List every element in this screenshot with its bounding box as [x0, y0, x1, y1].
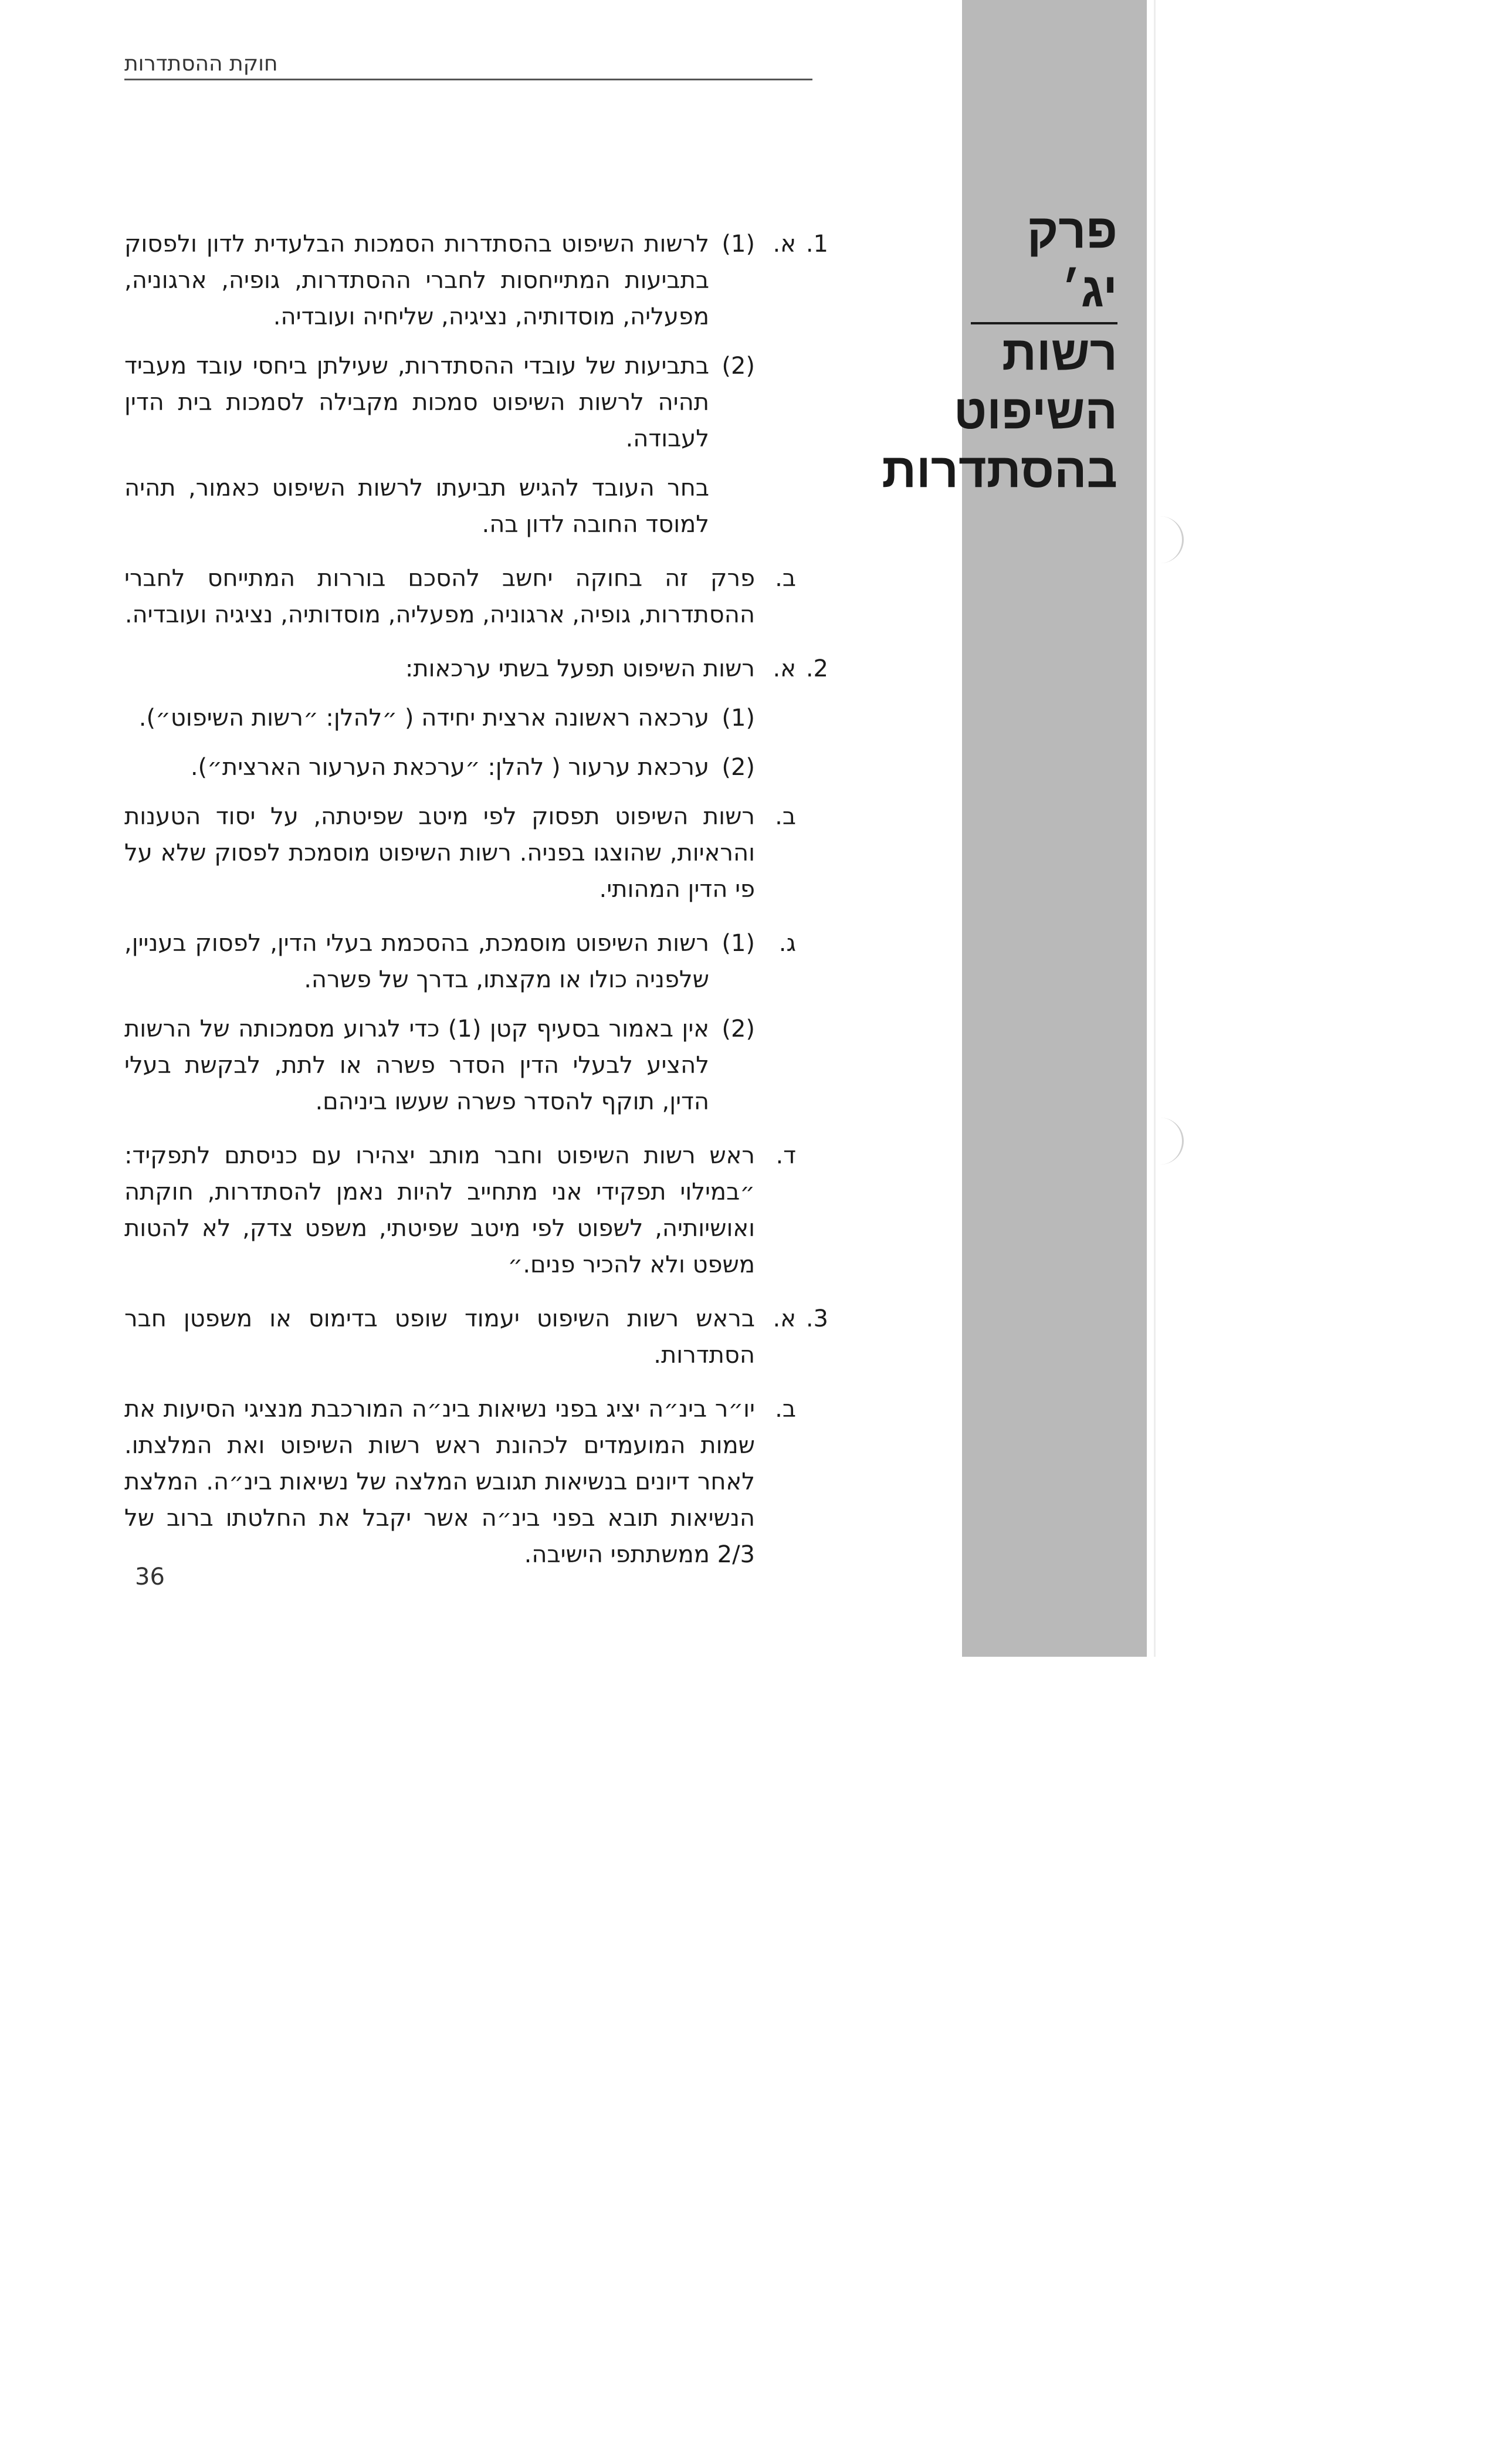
subclause-number: (1) [722, 705, 755, 732]
clause [124, 749, 828, 786]
sidebar-divider [1154, 0, 1156, 1657]
clause-text: בראש רשות השיפוט יעמוד שופט בדימוס או משפטן חבר הסתדרות. [124, 1305, 755, 1369]
clause [124, 1391, 828, 1573]
clause-text: לרשות השיפוט בהסתדרות הסמכות הבלעדית לדון ולפסוק בתביעות המתייחסות לחברי ההסתדרות, גופיה, ארגוניה, מפעליה, מוסדותיה, נציגיה, שליחיה ועובדיה. [124, 231, 709, 330]
clause [124, 925, 828, 998]
clause [124, 348, 828, 457]
clause-letter: א. [773, 1305, 796, 1332]
clause-letter: א. [773, 655, 796, 682]
clause-letter: ב. [775, 1396, 796, 1423]
page-number: 36 [135, 1563, 165, 1590]
chapter-name-line: השיפוט [953, 385, 1117, 439]
chapter-number: פרק יג׳ [971, 202, 1117, 324]
clause-text: אין באמור בסעיף קטן (1) כדי לגרוע מסמכותה של הרשות להציע לבעלי הדין הסדר פשרה או לתת, לבקשת בעלי הדין, תוקף להסדר פשרה שעשו ביניהם. [124, 1016, 709, 1115]
clause-text: יו״ר בינ״ה יציג בפני נשיאות בינ״ה המורכבת מנציגי הסיעות את שמות המועמדים לכהונת ראש רשות השיפוט ואת המלצתו. לאחר דיונים בנשיאות תגובש המלצה של נשיאות בינ״ה. המלצת הנשיאות תובא בפני בינ״ה אשר יקבל את החלטתו ברוב של 2/3 ממשתתפי הישיבה. [124, 1396, 755, 1568]
law-text [124, 226, 828, 1573]
clause [124, 651, 828, 687]
clause-letter: ב. [775, 803, 796, 830]
section-number: 2. [805, 655, 828, 682]
clause-text: בתביעות של עובדי ההסתדרות, שעילתן ביחסי עובד מעביד תהיה לרשות השיפוט סמכות מקבילה לסמכות בית הדין לעבודה. [124, 353, 709, 452]
clause [124, 1301, 828, 1373]
clause-text: ערכאת ערעור ( להלן: ״ערכאת הערעור הארצית״). [190, 754, 709, 781]
punch-hole-mark [1159, 516, 1184, 563]
section-number: 3. [805, 1305, 828, 1332]
clause-text: רשות השיפוט מוסמכת, בהסכמת בעלי הדין, לפסוק בעניין, שלפניה כולו או מקצתו, בדרך של פשרה. [124, 930, 709, 993]
clause-letter: ד. [775, 1142, 796, 1169]
clause-text: פרק זה בחוקה יחשב להסכם בוררות המתייחס לחברי ההסתדרות, גופיה, ארגוניה, מפעליה, מוסדותיה, נציגיה ועובדיה. [124, 565, 755, 628]
subclause-number: (2) [722, 1016, 755, 1043]
clause-text: בחר העובד להגיש תביעתו לרשות השיפוט כאמור, תהיה למוסד החובה לדון בה. [124, 475, 709, 538]
clause-letter: ג. [778, 930, 796, 957]
clause-text: ראש רשות השיפוט וחבר מותב יצהירו עם כניסתם לתפקיד: ״במילוי תפקידי אני מתחייב להיות נאמן להסתדרות, חוקתה ואושיותיה, לשפוט לפי מיטב שפיטתי, משפט צדק, לא להטות משפט ולא להכיר פנים.״ [124, 1142, 755, 1278]
clause [124, 226, 828, 335]
clause-text: ערכאה ראשונה ארצית יחידה ( ״להלן: ״רשות השיפוט״). [138, 705, 709, 732]
subclause-number: (1) [722, 930, 755, 957]
subclause-number: (2) [722, 754, 755, 781]
clause-text: רשות השיפוט תפעל בשתי ערכאות: [405, 655, 755, 682]
clause [124, 798, 828, 908]
chapter-name-line: רשות [1002, 327, 1117, 380]
clause [124, 1011, 828, 1120]
clause [124, 700, 828, 736]
header-rule [124, 79, 812, 80]
clause-text: רשות השיפוט תפסוק לפי מיטב שפיטתה, על יסוד הטענות והראיות, שהוצגו בפניה. רשות השיפוט מוסמכת לפסוק שלא על פי הדין המהותי. [124, 803, 755, 903]
chapter-name-line: בהסתדרות [882, 444, 1117, 497]
section-number: 1. [805, 231, 828, 258]
clause [124, 470, 828, 543]
subclause-number: (1) [722, 231, 755, 258]
clause-letter: א. [773, 231, 796, 258]
clause [124, 1138, 828, 1283]
running-title: חוקת ההסתדרות [124, 52, 278, 76]
clause-letter: ב. [775, 565, 796, 592]
clause [124, 560, 828, 633]
chapter-title [882, 202, 1117, 500]
subclause-number: (2) [722, 353, 755, 380]
punch-hole-mark [1159, 1118, 1184, 1165]
